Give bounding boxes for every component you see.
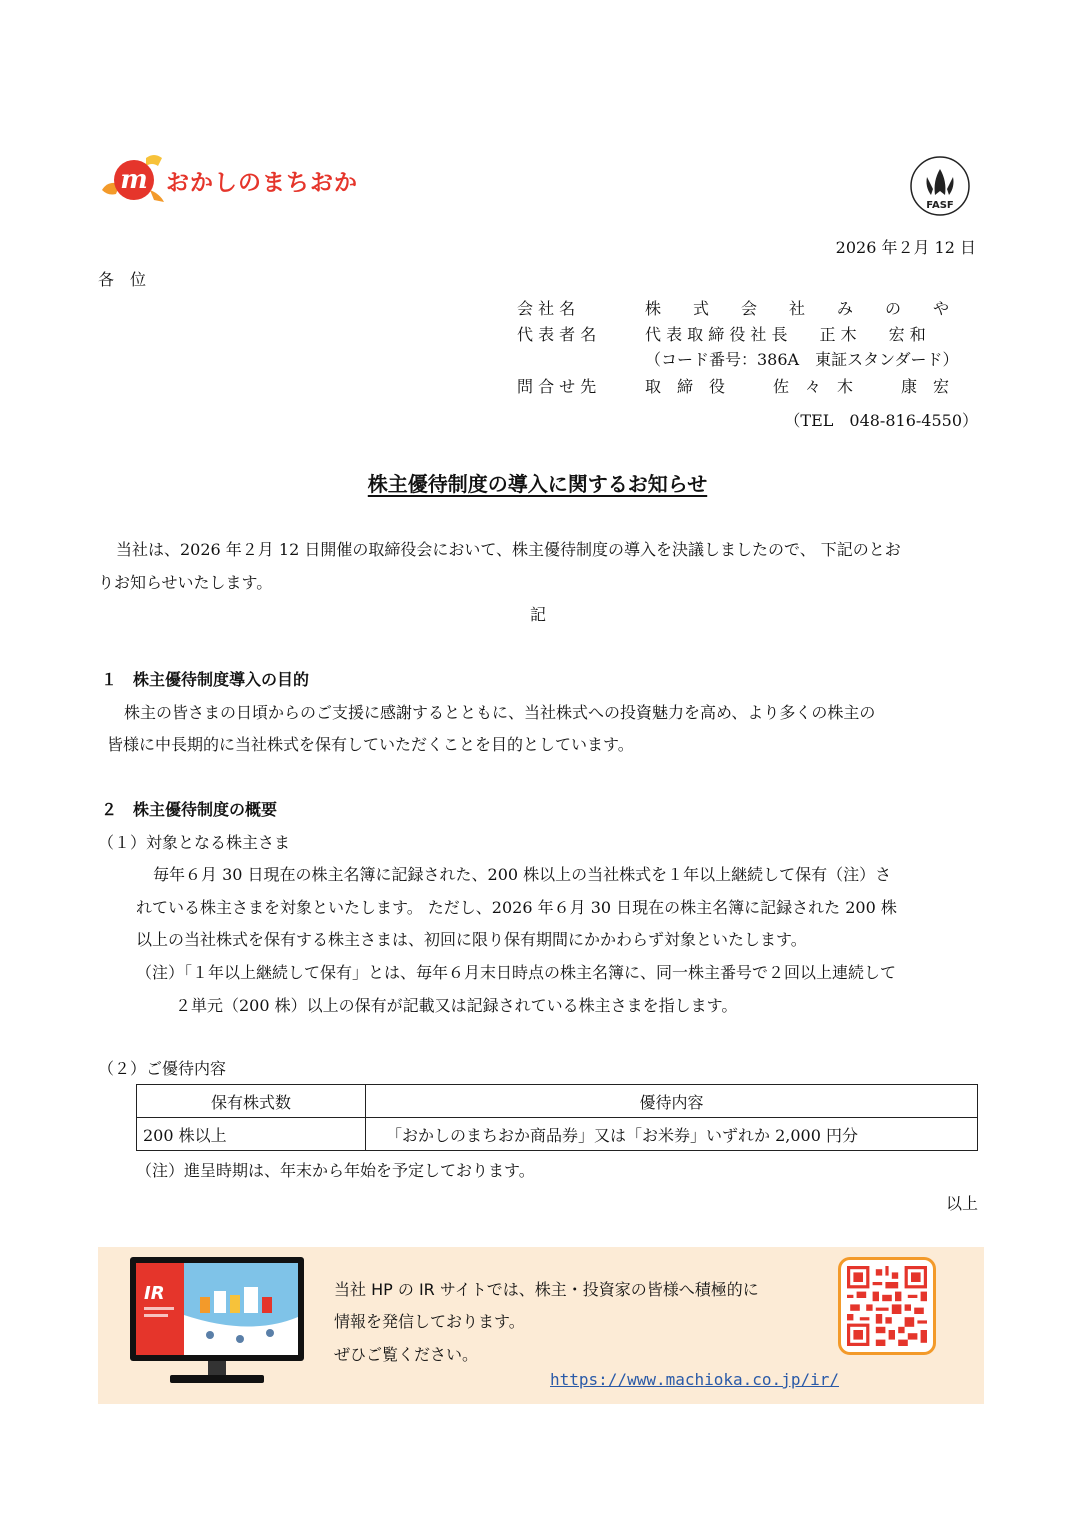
svg-text:FASF: FASF	[926, 200, 954, 211]
table-cell-benefit: 「おかしのまちおか商品券」又は「お米券」いずれか 2,000 円分	[366, 1118, 978, 1151]
table-header-benefit: 優待内容	[366, 1085, 978, 1118]
company-name-label: 会 社 名	[517, 299, 576, 318]
section-2-heading: ２ 株主優待制度の概要	[101, 800, 278, 819]
stock-code: （コード番号：386A 東証スタンダード）	[645, 350, 959, 369]
telephone: （TEL 048-816-4550）	[784, 411, 978, 430]
qr-code-icon	[847, 1266, 927, 1346]
ir-banner	[98, 1247, 984, 1404]
contact-value: 取 締 役 佐 々 木 康 宏	[645, 377, 950, 396]
banner-line-2: 情報を発信しております。	[334, 1312, 525, 1331]
svg-text:IR: IR	[144, 1283, 165, 1304]
closing-mark: 以上	[945, 1194, 978, 1213]
representative-label: 代 表 者 名	[517, 325, 597, 344]
machioka-m-icon	[98, 150, 168, 210]
fasf-seal-icon	[909, 155, 971, 217]
subsection-1-heading: （１）対象となる株主さま	[98, 833, 291, 852]
banner-line-1: 当社 HP の IR サイトでは、株主・投資家の皆様へ積極的に	[334, 1280, 759, 1299]
note-1-line-1: （注）「１年以上継続して保有」とは、毎年６月末日時点の株主名簿に、同一株主番号で２回以上連続して	[136, 963, 897, 982]
contact-label: 問 合 せ 先	[517, 377, 597, 396]
ki-mark: 記	[530, 605, 547, 624]
intro-line-2: りお知らせいたします。	[98, 573, 273, 592]
note-2: （注）進呈時期は、年末から年始を予定しております。	[136, 1161, 535, 1180]
banner-line-3: ぜひご覧ください。	[334, 1345, 479, 1364]
logo-text: おかしのまちおか	[166, 170, 358, 196]
company-logo	[98, 150, 358, 210]
monitor-icon	[130, 1257, 304, 1385]
table-header-shares: 保有株式数	[137, 1085, 366, 1118]
eligibility-line-1: 毎年６月 30 日現在の株主名簿に記録された、200 株以上の当社株式を１年以上継続して保有（注）さ	[153, 865, 892, 884]
document-title: 株主優待制度の導入に関するお知らせ	[367, 472, 708, 496]
representative-value: 代 表 取 締 役 社 長 正 木 宏 和	[645, 325, 926, 344]
document-date: 2026 年２月 12 日	[835, 238, 976, 257]
table-cell-shares: 200 株以上	[137, 1118, 366, 1151]
eligibility-line-3: 以上の当社株式を保有する株主さまは、初回に限り保有期間にかかわらず対象といたします。	[136, 930, 807, 949]
addressee: 各 位	[98, 270, 147, 289]
eligibility-line-2: れている株主さまを対象といたします。 ただし、2026 年６月 30 日現在の株主名簿に記録された 200 株	[136, 898, 897, 917]
intro-line-1: 当社は、2026 年２月 12 日開催の取締役会において、株主優待制度の導入を決議しましたので、 下記のとお	[116, 540, 901, 559]
section-1-line-2: 皆様に中長期的に当社株式を保有していただくことを目的としています。	[107, 735, 634, 754]
benefit-table	[136, 1084, 978, 1151]
section-1-line-1: 株主の皆さまの日頃からのご支援に感謝するとともに、当社株式への投資魅力を高め、より多くの株主の	[124, 703, 876, 722]
qr-code-frame[interactable]	[838, 1257, 936, 1355]
table-row	[137, 1118, 978, 1151]
ir-site-link[interactable]: https://www.machioka.co.jp/ir/	[550, 1370, 839, 1389]
section-1-heading: １ 株主優待制度導入の目的	[101, 670, 310, 689]
table-header-row	[137, 1085, 978, 1118]
subsection-2-heading: （２）ご優待内容	[98, 1059, 227, 1078]
note-1-line-2: ２単元（200 株）以上の保有が記載又は記録されている株主さまを指します。	[175, 996, 738, 1015]
company-name-value: 株 式 会 社 み の や	[645, 299, 950, 318]
svg-text:m: m	[120, 165, 148, 195]
